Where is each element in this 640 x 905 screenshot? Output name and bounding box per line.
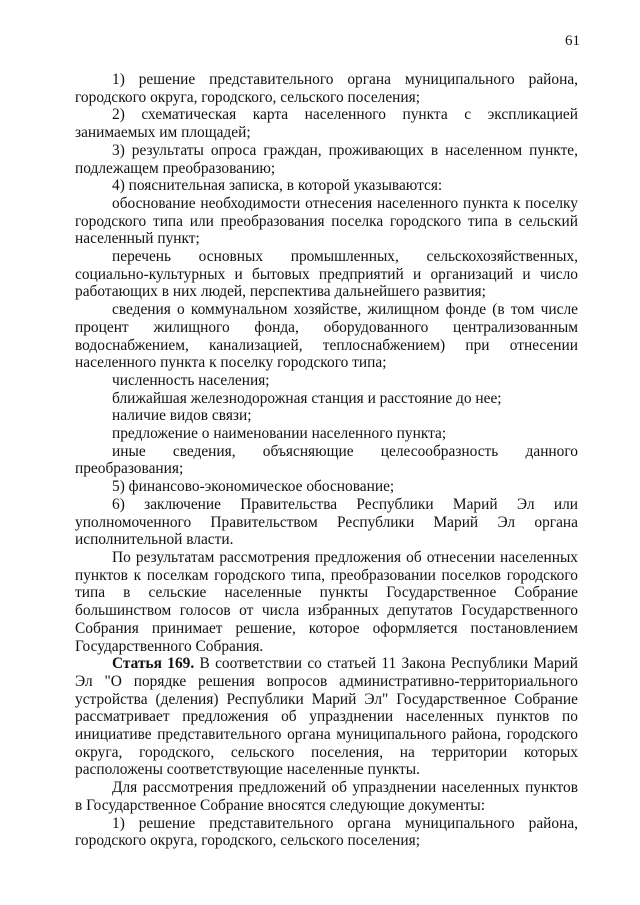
- page-number: 61: [565, 33, 580, 49]
- paragraph: Для рассмотрения предложений об упразднении населенных пунктов в Государственное Собрание вносятся следующие документы:: [75, 779, 578, 814]
- paragraph: По результатам рассмотрения предложения об отнесении населенных пунктов к поселкам городского типа, преобразовании поселков городского типа в сельские населенные пункты Государственное Собрание большинством голосов от числа избранных депутатов Государственного Собрания принимает решение, которое оформляется постановлением Государственного Собрания.: [75, 548, 578, 655]
- paragraph: обоснование необходимости отнесения населенного пункта к поселку городского типа или преобразования поселка городского типа в сельский населенный пункт;: [75, 194, 578, 248]
- article-169-paragraph: [75, 655, 578, 779]
- paragraph: перечень основных промышленных, сельскохозяйственных, социально-культурных и бытовых предприятий и организаций и число работающих в них людей, перспектива дальнейшего развития;: [75, 248, 578, 301]
- document-body: [75, 71, 578, 850]
- paragraph: ближайшая железнодорожная станция и расстояние до нее;: [112, 389, 502, 407]
- article-text: В соответствии со статьей 11 Закона Республики Марий Эл "О порядке решения вопросов административно-территориального устройства (деления) Республики Марий Эл" Государственное Собрание рассматривает предложения об упразднении населенных пунктов по инициативе представительного органа муниципального района, городского округа, городского, сельского поселения, на территории которых расположены соответствующие населенные пункты.: [75, 655, 578, 779]
- paragraph: численность населения;: [112, 371, 270, 389]
- article-label: Статья 169.: [112, 655, 195, 673]
- paragraph: 4) пояснительная записка, в которой указываются:: [112, 177, 443, 195]
- paragraph: предложение о наименовании населенного пункта;: [112, 425, 447, 443]
- paragraph: 1) решение представительного органа муниципального района, городского округа, городского, сельского поселения;: [75, 814, 578, 850]
- paragraph: 5) финансово-экономическое обоснование;: [112, 478, 395, 496]
- paragraph: 2) схематическая карта населенного пункта с экспликацией занимаемых им площадей;: [75, 106, 578, 142]
- paragraph: сведения о коммунальном хозяйстве, жилищном фонде (в том числе процент жилищного фонда, оборудованного централизованным водоснабжением, канализацией, теплоснабжением) при отнесении населенного пункта к поселку городского типа;: [75, 301, 578, 372]
- paragraph: иные сведения, объясняющие целесообразность данного преобразования;: [75, 442, 578, 478]
- paragraph: 1) решение представительного органа муниципального района, городского округа, городского, сельского поселения;: [75, 71, 578, 106]
- paragraph: 3) результаты опроса граждан, проживающих в населенном пункте, подлежащем преобразованию;: [75, 141, 578, 177]
- paragraph: 6) заключение Правительства Республики Марий Эл или уполномоченного Правительством Республики Марий Эл органа исполнительной власти.: [75, 495, 578, 549]
- paragraph: наличие видов связи;: [112, 407, 252, 425]
